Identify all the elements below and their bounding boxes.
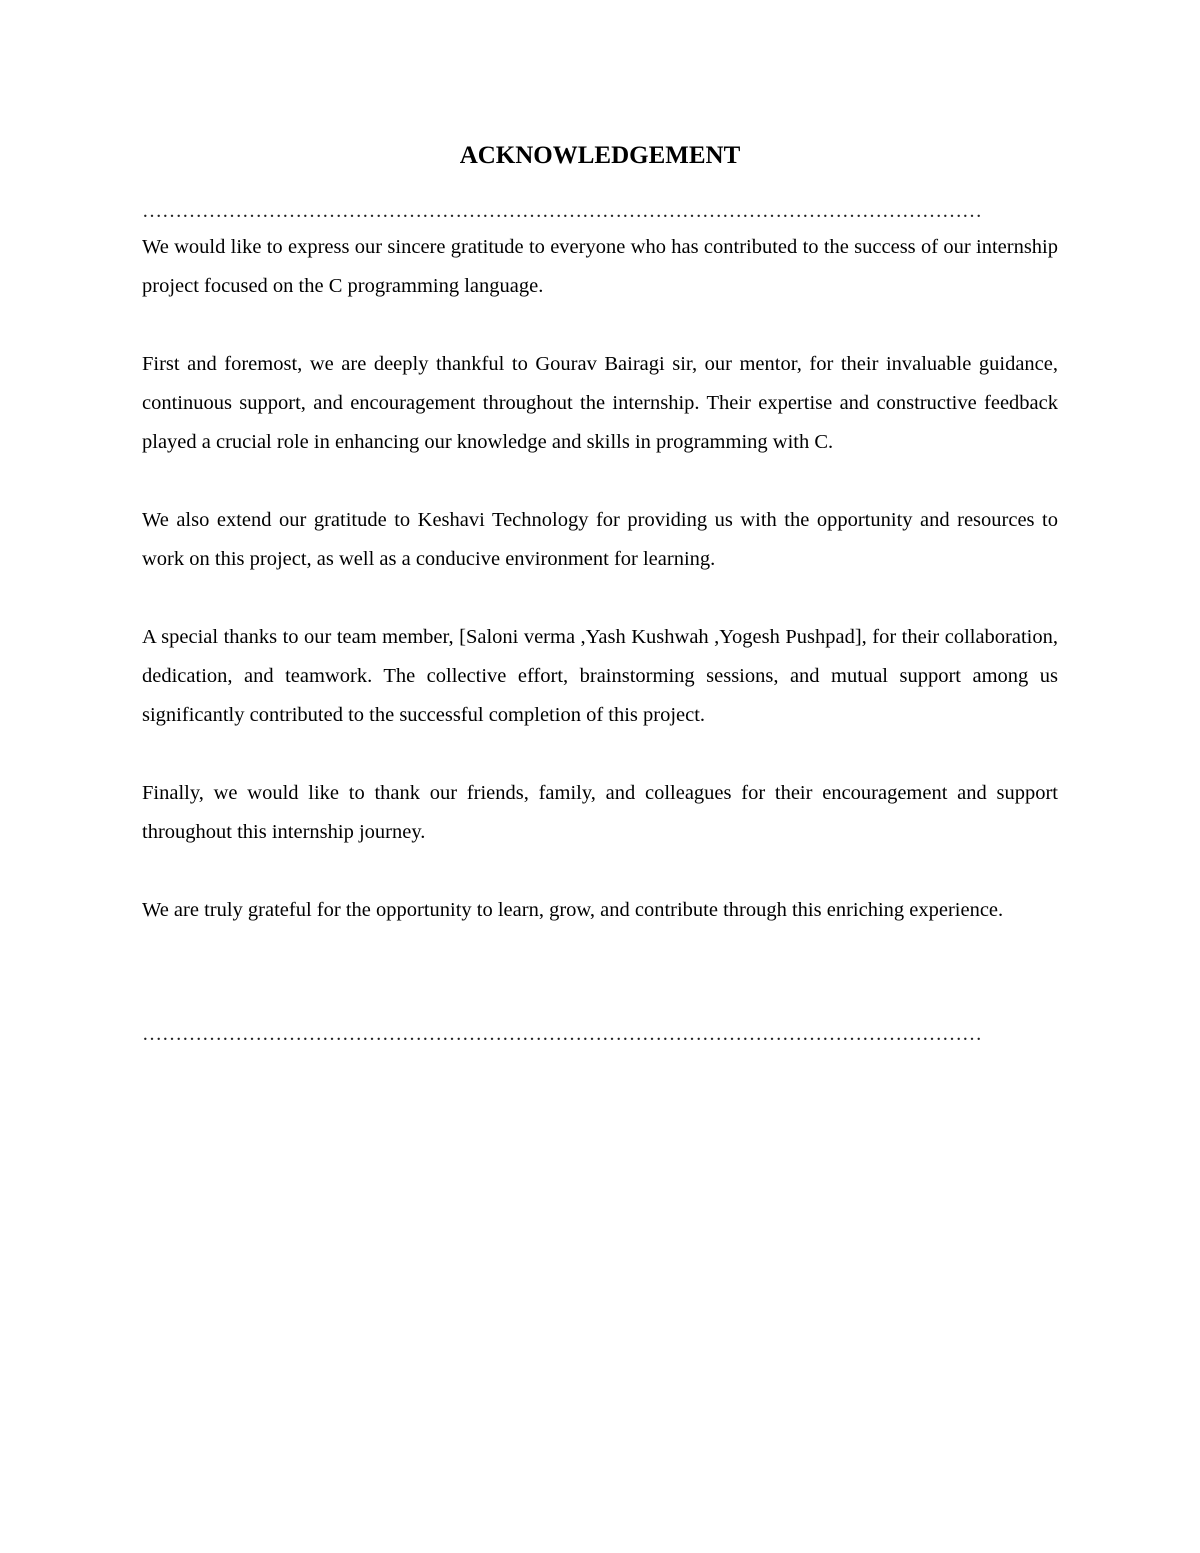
bottom-dotted-separator: ……………………………………………………………………………………………………………… [142,1024,982,1044]
paragraph-company: We also extend our gratitude to Keshavi Technology for providing us with the opportunity and resources to work on this project, as well as a conducive environment for learning. [142,509,1058,570]
page-title: ACKNOWLEDGEMENT [459,142,741,169]
paragraph-closing: We are truly grateful for the opportunity to learn, grow, and contribute through this enriching experience. [142,899,1004,921]
paragraph-mentor: First and foremost, we are deeply thankful to Gourav Bairagi sir, our mentor, for their invaluable guidance, continuous support, and encouragement throughout the internship. Their expertise and constructive feedback played a crucial role in enhancing our knowledge and skills in programming with C. [142,353,1058,453]
paragraph-intro: We would like to express our sincere gratitude to everyone who has contributed to the success of our internship project focused on the C programming language. [142,236,1058,297]
paragraph-team: A special thanks to our team member, [Saloni verma ,Yash Kushwah ,Yogesh Pushpad], for their collaboration, dedication, and teamwork. The collective effort, brainstorming sessions, and mutual support among us significantly contributed to the successful completion of this project. [142,626,1058,726]
top-dotted-separator: ……………………………………………………………………………………………………………… [142,201,982,221]
paragraph-family: Finally, we would like to thank our friends, family, and colleagues for their encouragement and support throughout this internship journey. [142,782,1058,843]
acknowledgement-body [142,228,1058,930]
